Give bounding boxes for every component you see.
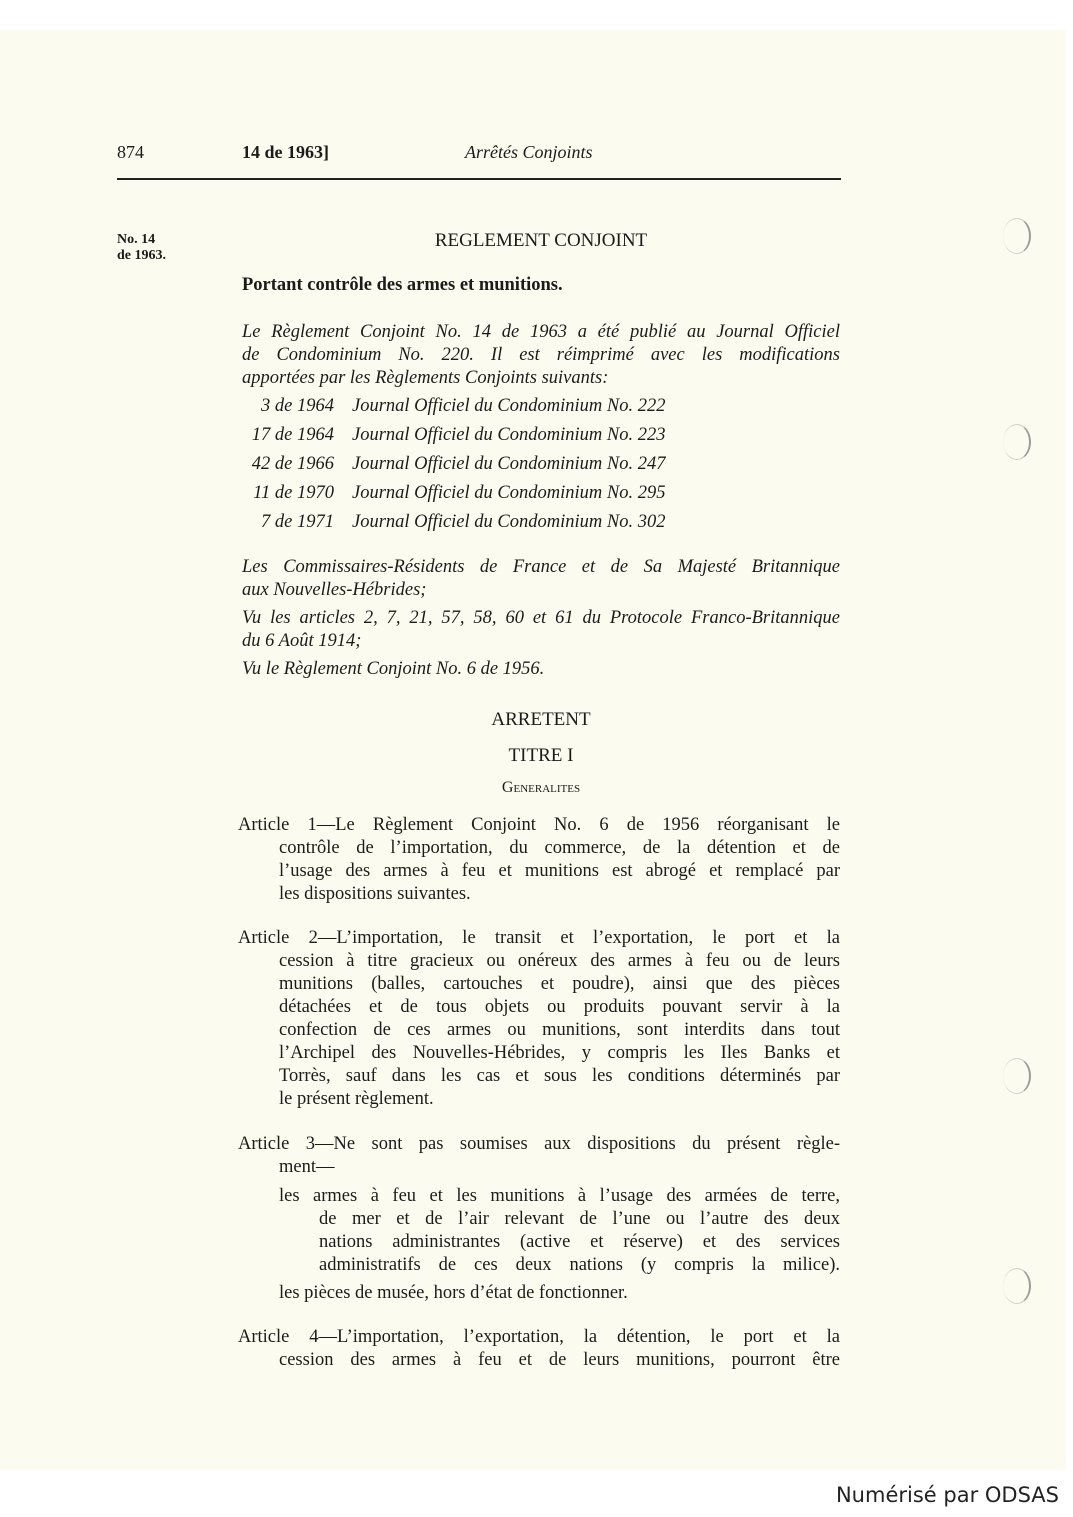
header-reference: 14 de 1963] [242, 142, 329, 162]
amendment-row [234, 483, 665, 504]
document-subtitle: Portant contrôle des armes et munitions. [242, 275, 563, 295]
page-number: 874 [117, 142, 144, 162]
article-3-line: ment— [279, 1157, 335, 1177]
article-1-line: contrôle de l’importation, du commerce, de la détention et de [279, 838, 840, 858]
amendment-number: 7 de 1971 [261, 512, 334, 532]
margin-note [117, 232, 166, 264]
amendment-number: 42 de 1966 [251, 454, 334, 474]
binder-hole-icon [1003, 1268, 1031, 1304]
article-2-line: le présent règlement. [279, 1089, 434, 1109]
preamble-line: Vu les articles 2, 7, 21, 57, 58, 60 et 61 du Protocole Franco-Britannique [242, 608, 840, 628]
binder-hole-icon [1003, 1058, 1031, 1094]
margin-note-line: No. 14 [117, 232, 156, 247]
amendment-journal: Journal Officiel du Condominium No. 223 [352, 425, 666, 445]
article-2-line: l’Archipel des Nouvelles-Hébrides, y compris les Iles Banks et [279, 1043, 840, 1063]
amendment-journal: Journal Officiel du Condominium No. 302 [352, 512, 666, 532]
preamble-line: Vu le Règlement Conjoint No. 6 de 1956. [242, 659, 545, 679]
amendment-number: 17 de 1964 [251, 425, 334, 445]
arretent-heading: ARRETENT [491, 709, 591, 730]
binder-hole-icon [1003, 218, 1031, 254]
header-title: Arrêtés Conjoints [465, 142, 593, 162]
binder-hole-icon [1003, 424, 1031, 460]
article-2-line: Article 2—L’importation, le transit et l’exportation, le port et la [238, 928, 840, 948]
amendment-journal: Journal Officiel du Condominium No. 222 [352, 396, 666, 416]
amendment-number: 3 de 1964 [261, 396, 334, 416]
amendment-number: 11 de 1970 [253, 483, 334, 503]
article-2-line: cession à titre gracieux ou onéreux des armes à feu ou de leurs [279, 951, 840, 971]
article-3-line: les pièces de musée, hors d’état de fonctionner. [279, 1283, 628, 1303]
article-2-line: confection de ces armes ou munitions, sont interdits dans tout [279, 1020, 840, 1040]
preamble-line: du 6 Août 1914; [242, 631, 362, 651]
intro-line: de Condominium No. 220. Il est réimprimé avec les modifications [242, 345, 840, 365]
intro-line: Le Règlement Conjoint No. 14 de 1963 a été publié au Journal Officiel [242, 322, 840, 342]
amendment-journal: Journal Officiel du Condominium No. 247 [352, 454, 666, 474]
digitization-credit: Numérisé par ODSAS [835, 1483, 1059, 1507]
header-rule [117, 178, 841, 180]
article-4-line: Article 4—L’importation, l’exportation, la détention, le port et la [238, 1327, 840, 1347]
article-2-line: Torrès, sauf dans les cas et sous les conditions déterminés par [279, 1066, 840, 1086]
document-title: REGLEMENT CONJOINT [434, 230, 648, 251]
amendment-row [234, 454, 665, 475]
amendment-row [234, 425, 665, 446]
article-1-line: Article 1—Le Règlement Conjoint No. 6 de 1956 réorganisant le [238, 815, 840, 835]
amendment-row [234, 512, 665, 533]
preamble-line: aux Nouvelles-Hébrides; [242, 580, 427, 600]
margin-note-line: de 1963. [117, 248, 166, 263]
article-4-line: cession des armes à feu et de leurs munitions, pourront être [279, 1350, 840, 1370]
article-3-line: Article 3—Ne sont pas soumises aux dispositions du présent règle- [238, 1134, 840, 1154]
article-2-line: détachées et de tous objets ou produits pouvant servir à la [279, 997, 840, 1017]
intro-line: apportées par les Règlements Conjoints suivants: [242, 368, 609, 388]
article-3-line: administratifs de ces deux nations (y compris la milice). [319, 1255, 840, 1275]
article-2-line: munitions (balles, cartouches et poudre), ainsi que des pièces [279, 974, 840, 994]
article-3-line: nations administrantes (active et réserve) et des services [319, 1232, 840, 1252]
article-1-line: les dispositions suivantes. [279, 884, 471, 904]
amendment-row [234, 396, 665, 417]
article-3-line: de mer et de l’air relevant de l’une ou l’autre des deux [319, 1209, 840, 1229]
section-heading: Generalites [501, 779, 581, 796]
titre-heading: TITRE I [508, 745, 574, 766]
article-1-line: l’usage des armes à feu et munitions est abrogé et remplacé par [279, 861, 840, 881]
article-3-line: les armes à feu et les munitions à l’usage des armées de terre, [279, 1186, 840, 1206]
preamble-line: Les Commissaires-Résidents de France et de Sa Majesté Britannique [242, 557, 840, 577]
amendment-journal: Journal Officiel du Condominium No. 295 [352, 483, 666, 503]
